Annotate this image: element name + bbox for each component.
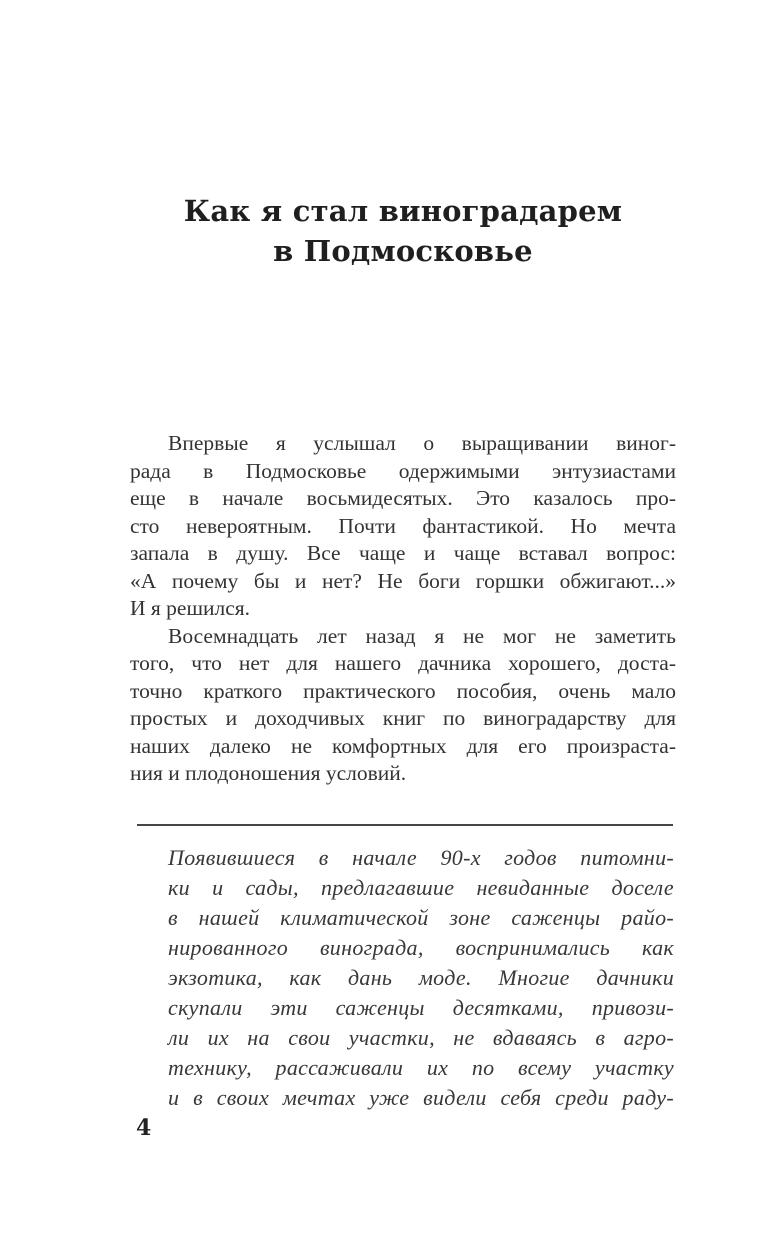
text-line: того, что нет для нашего дачника хорошего, доста- <box>130 651 676 675</box>
italic-quote <box>168 843 674 1113</box>
text-line: Впервые я услышал о выращивании виног- <box>168 431 676 455</box>
text-line: в Подмосковье <box>273 234 533 269</box>
paragraph <box>130 430 676 623</box>
text-line: и в своих мечтах уже видели себя среди раду- <box>168 1085 674 1110</box>
text-line: сто невероятным. Почти фантастикой. Но мечта <box>130 513 676 538</box>
section-divider <box>137 824 673 826</box>
body-text <box>130 430 676 788</box>
text-line: ния и плодоношения условий. <box>130 761 407 785</box>
text-line: еще в начале восьмидесятых. Это казалось про- <box>130 486 676 510</box>
text-line: запала в душу. Все чаще и чаще вставал вопрос: <box>130 541 676 565</box>
text-line: Как я стал виноградарем <box>183 194 623 229</box>
text-line: ли их на свои участки, не вдаваясь в агро- <box>168 1025 674 1050</box>
text-line: наших далеко не комфортных для его произраста- <box>130 733 676 758</box>
text-line: ки и сады, предлагавшие невиданные доселе <box>168 875 674 900</box>
text-line: «А почему бы и нет? Не боги горшки обжигают...» <box>130 568 676 593</box>
text-line: технику, рассаживали их по всему участку <box>168 1055 674 1080</box>
text-line: Появившиеся в начале 90-х годов питомни- <box>168 845 674 870</box>
text-line: точно краткого практического пособия, очень мало <box>130 678 676 703</box>
text-line: простых и доходчивых книг по виноградарству для <box>130 706 676 730</box>
text-line: нированного винограда, воспринимались как <box>168 935 674 960</box>
text-line: И я решился. <box>130 596 251 620</box>
text-line: Восемнадцать лет назад я не мог не заметить <box>168 623 676 648</box>
text-line: рада в Подмосковье одержимыми энтузиастами <box>130 458 676 483</box>
page-number: 4 <box>136 1115 152 1141</box>
text-line: в нашей климатической зоне саженцы райо- <box>168 905 674 930</box>
text-line: экзотика, как дань моде. Многие дачники <box>168 965 674 990</box>
text-line: скупали эти саженцы десятками, привози- <box>168 995 674 1020</box>
paragraph <box>130 623 676 788</box>
chapter-title <box>130 191 676 271</box>
